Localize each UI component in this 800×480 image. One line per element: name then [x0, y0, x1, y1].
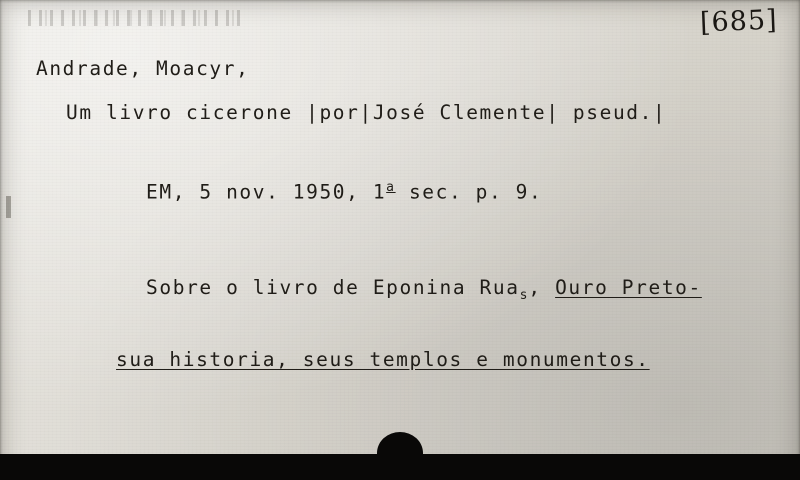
note-line-2 [36, 326, 764, 393]
note-line-1 [36, 255, 764, 327]
source-line-suffix: sec. p. 9. [395, 180, 543, 204]
title-line: Um livro cicerone |por|José Clemente| pseud.| [66, 101, 667, 125]
note-prefix: Sobre o livro de Eponina Rua [146, 276, 520, 300]
card-text-block [36, 58, 764, 394]
work-title-part-1: Ouro Preto- [555, 276, 702, 300]
scan-artifact-speckle [28, 10, 248, 26]
source-line-prefix: EM, 5 nov. 1950, 1 [146, 180, 387, 204]
note-subscript: s [519, 287, 529, 303]
source-line [36, 159, 764, 227]
photo-bottom-border [0, 454, 800, 480]
scan-artifact-edge-tick [6, 196, 11, 218]
source-line-ordinal: a [386, 180, 396, 196]
author-line: Andrade, Moacyr, [36, 57, 250, 80]
work-title-part-2: sua historia, seus templos e monumentos. [116, 347, 650, 371]
call-number: [685] [699, 4, 779, 39]
note-separator: , [528, 276, 556, 300]
